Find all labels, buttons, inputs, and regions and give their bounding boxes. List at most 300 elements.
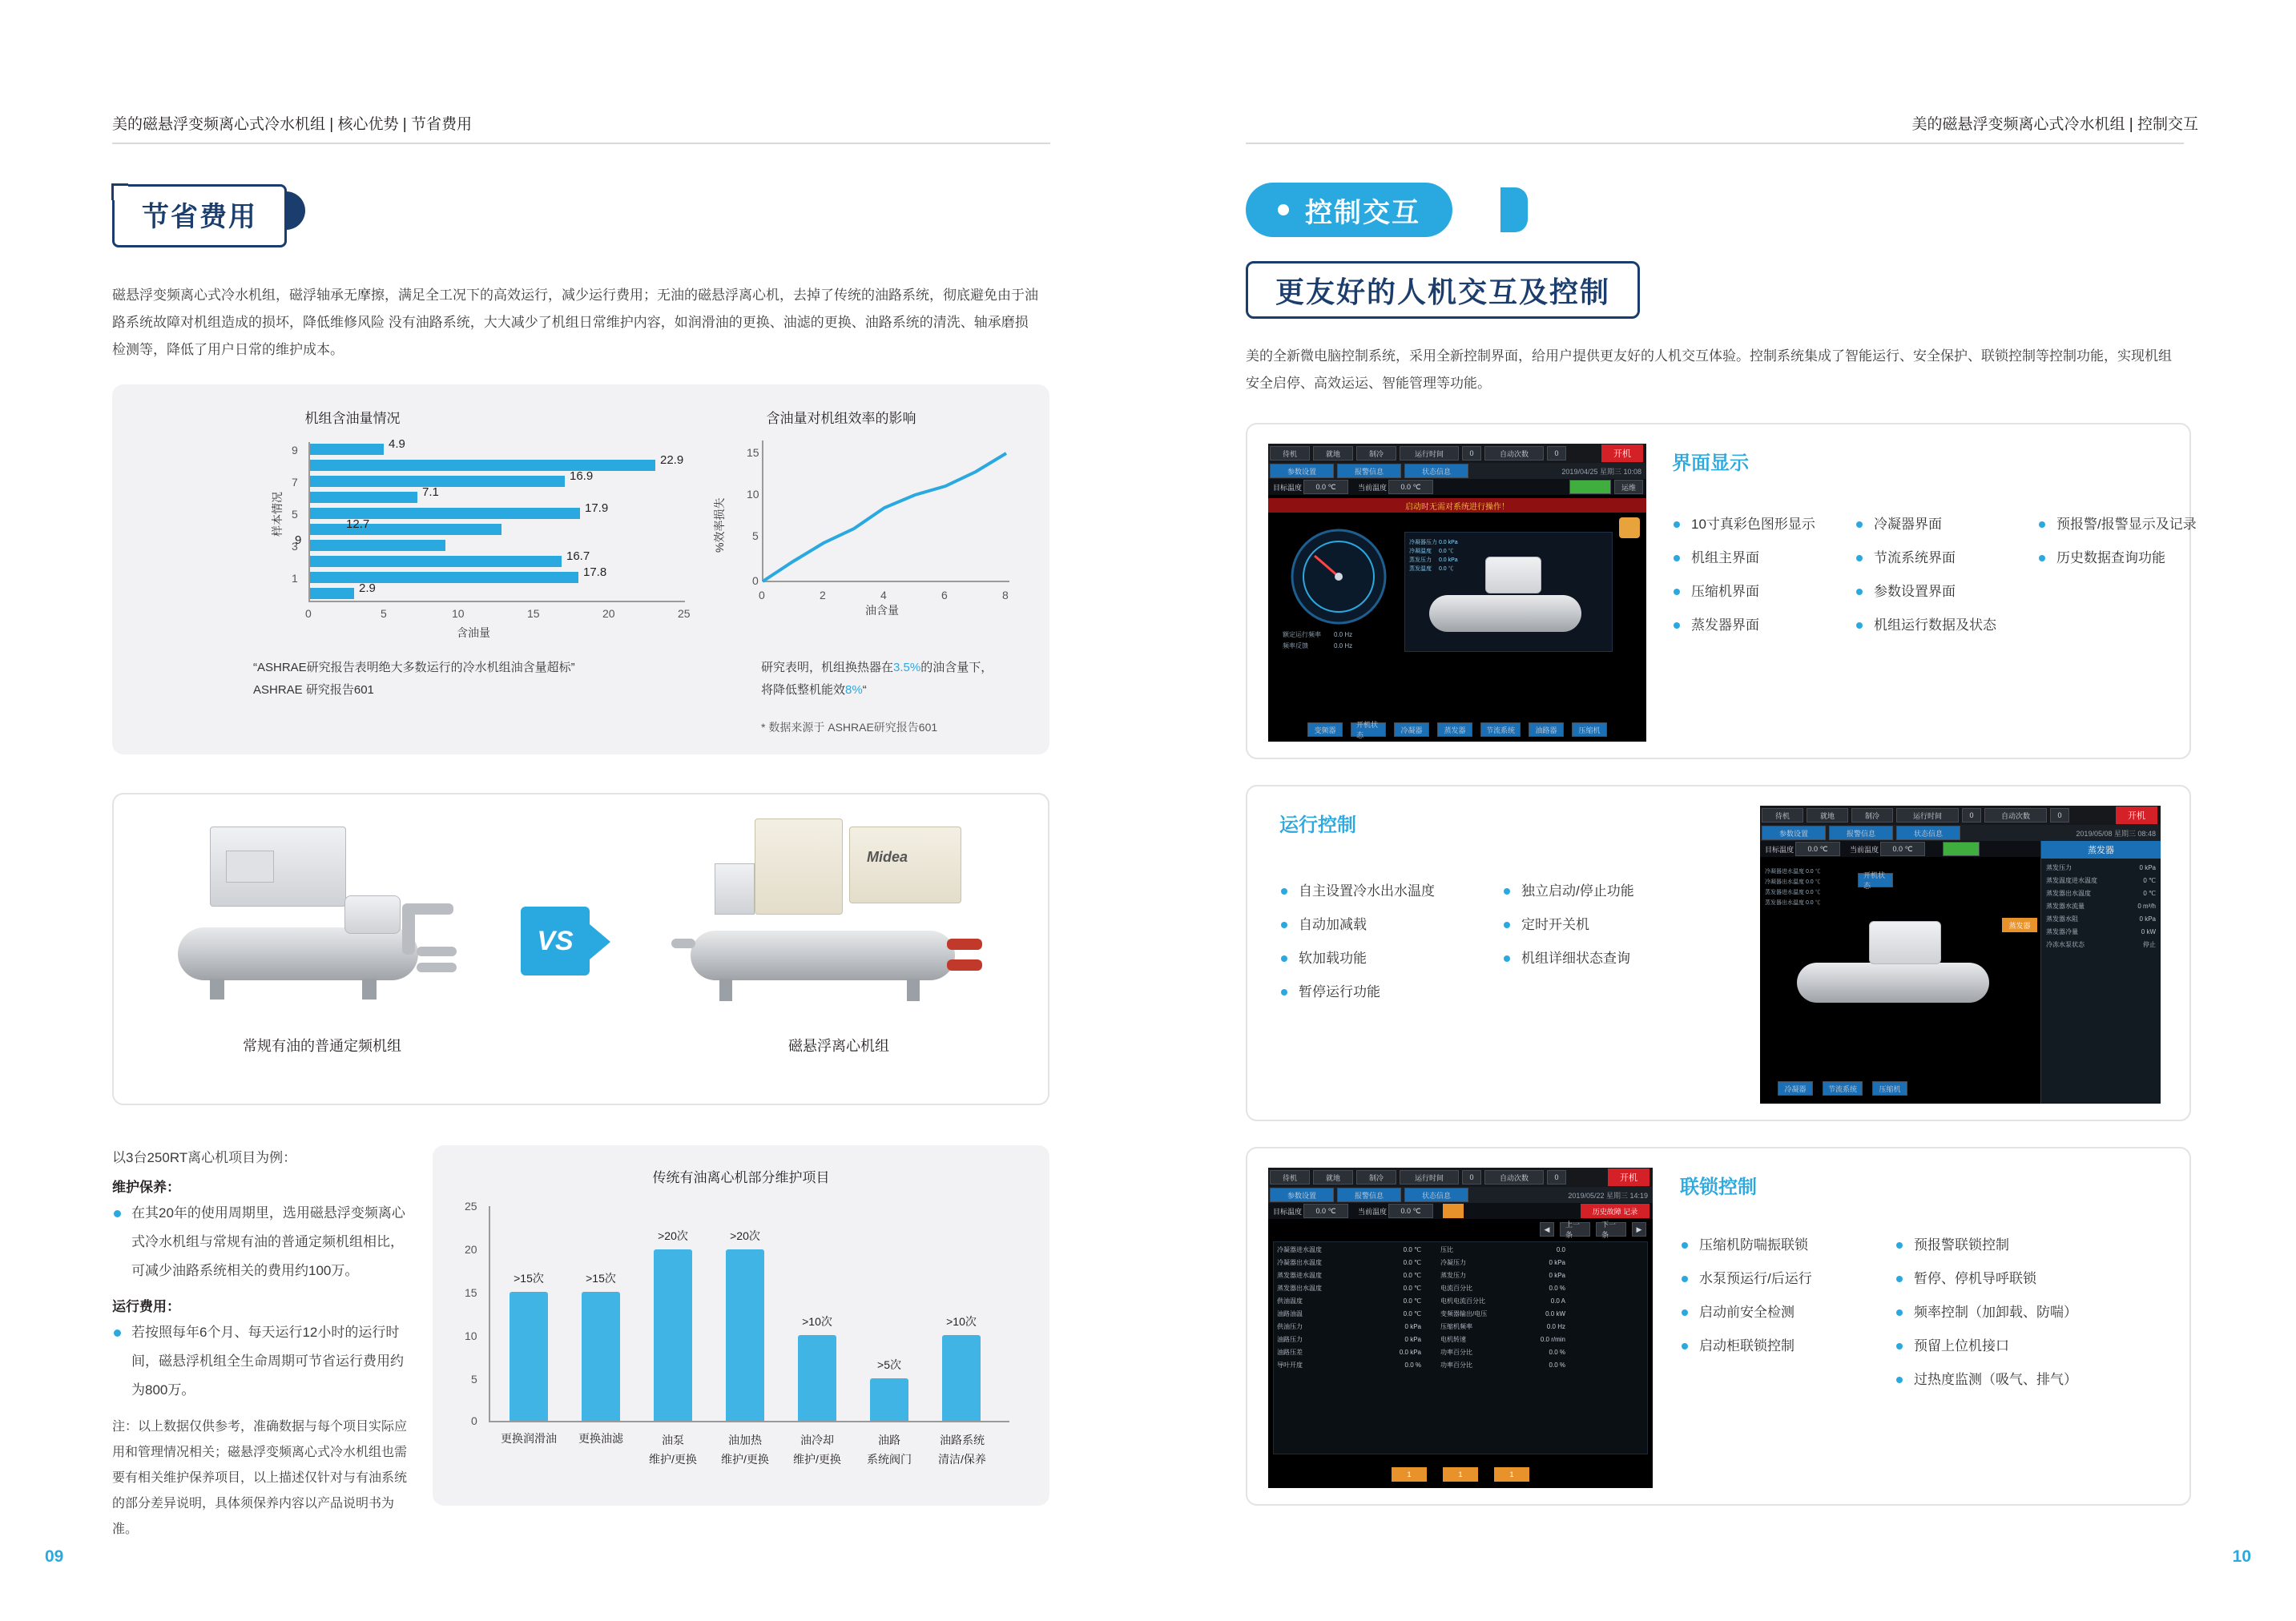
block2-item-6: 定时开关机 [1504, 908, 1696, 942]
section-pill-control [1246, 183, 1452, 237]
hmi3-nav-row [1538, 1222, 1648, 1237]
chart1-xtick-0: 0 [305, 607, 312, 620]
bar-label-17-9: 17.9 [585, 501, 609, 515]
hmi1-mode-tag: 运维 [1614, 480, 1643, 494]
hmi3-target-label: 目标温度 [1273, 1207, 1303, 1216]
hmi2-status-bar [1760, 806, 2161, 825]
magnetic-chiller-illustration [667, 819, 1011, 1011]
hmi3-r8-c1: 油路压力 [1277, 1336, 1303, 1343]
bar-17-8 [310, 572, 578, 583]
vbar-cat-7: 油路系统 清洁/保养 [938, 1434, 986, 1466]
shell-vessel [178, 927, 418, 980]
block1-item-10: 历史数据查询功能 [2039, 541, 2215, 575]
cost-maintenance-item: 在其20年的使用周期里，选用磁悬浮变频离心式冷水机组与常规有油的普通定频机组相比，可减少油路系统相关的费用约100万。 [112, 1199, 417, 1285]
hmi1-callout-2: 冷凝温度 0.0 ℃ [1409, 549, 1454, 554]
bar-16-7 [310, 556, 562, 567]
hmi2-target-value: 0.0 ℃ [1795, 842, 1840, 856]
bar-label-16-7: 16.7 [566, 549, 590, 563]
block2-item-5: 独立启动/停止功能 [1504, 875, 1696, 908]
hmi1-power-button[interactable]: 开机 [1601, 444, 1643, 462]
hmi1-target-label: 目标温度 [1273, 483, 1303, 492]
header-rule-left [112, 143, 1050, 144]
vs-badge [521, 907, 590, 975]
block1-item-8: 机组运行数据及状态 [1856, 609, 2016, 642]
block3-column-2 [1896, 1229, 2161, 1397]
brand-label: Midea [867, 849, 908, 865]
tag-notch-decoration [284, 191, 305, 230]
hmi2-menu-alarm[interactable]: 报警信息 [1829, 826, 1893, 840]
hmi2-btn-compressor[interactable]: 压缩机 [1872, 1081, 1907, 1096]
hmi1-btn-state[interactable]: 开机状态 [1351, 722, 1386, 737]
control-cabinet [755, 819, 843, 915]
hmi2-tag-evaporator[interactable]: 蒸发器 [2002, 918, 2037, 932]
hmi2-param-4: 蒸发器出水温度 0.0 ℃ [1765, 900, 1821, 906]
hmi2-status-autocount: 自动次数 [1984, 808, 2047, 823]
caption-conventional: 常规有油的普通定频机组 [243, 1038, 401, 1054]
hmi2-row-5-label: 蒸发器水阻 [2046, 915, 2078, 923]
subsection-title-box [1246, 261, 1640, 319]
vbar-cat-3: 油泵 维护/更换 [649, 1434, 697, 1466]
cost-lead: 以3台250RT离心机项目为例： [112, 1150, 297, 1165]
hmi1-button-row [1268, 722, 1646, 737]
block1-item-7: 参数设置界面 [1856, 575, 2016, 609]
note2-pct2: 8% [845, 683, 863, 697]
svg-text:4: 4 [880, 589, 887, 601]
block1-column-2 [1856, 508, 2016, 642]
charts-panel [112, 384, 1049, 754]
hmi2-btn-throttle[interactable]: 节流系统 [1823, 1081, 1863, 1096]
note2-mid: 的油含量下， [920, 661, 993, 674]
evaporator-shell [691, 931, 955, 980]
hmi2-param-2: 冷凝器出水温度 0.0 ℃ [1765, 879, 1821, 885]
pipe-left-1 [671, 939, 695, 948]
block1-item-5: 冷凝器界面 [1856, 508, 2016, 541]
hmi1-btn-evaporator[interactable]: 蒸发器 [1437, 722, 1472, 737]
note2-pct1: 3.5% [893, 661, 921, 674]
block-operation-control [1246, 785, 2191, 1121]
hmi1-btn-throttle[interactable]: 节流系统 [1480, 722, 1521, 737]
pipe-red-1 [947, 939, 982, 950]
note2-end: “ [862, 683, 867, 697]
leg-left [210, 979, 224, 1000]
vbar-5 [798, 1335, 836, 1421]
pipe-outlet-1 [417, 947, 457, 956]
block2-item-7: 机组详细状态查询 [1504, 942, 1696, 975]
hmi1-callouts [1409, 538, 1473, 573]
hmi1-callout-4: 蒸发温度 0.0 ℃ [1409, 566, 1454, 572]
cost-text-block [112, 1145, 417, 1543]
hmi1-callout-3: 蒸发压力 0.0 kPa [1409, 557, 1458, 563]
hmi3-nav-prev-icon[interactable]: ◀ [1540, 1222, 1554, 1237]
subsection-title: 更友好的人机交互及控制 [1275, 275, 1611, 308]
hmi3-menu-settings[interactable]: 参数设置 [1270, 1188, 1334, 1202]
hmi1-shell [1429, 595, 1581, 632]
chart2-note-line1 [761, 657, 1082, 679]
block1-item-9: 预报警/报警显示及记录 [2039, 508, 2215, 541]
hmi3-r6-c3: 变频器输出/电压 [1440, 1310, 1488, 1317]
hmi3-footer-btn-2[interactable]: 1 [1443, 1467, 1478, 1482]
block2-column-2 [1504, 875, 1696, 975]
hmi1-btn-compressor[interactable]: 压缩机 [1572, 722, 1607, 737]
hmi2-power-button[interactable]: 开机 [2116, 806, 2157, 824]
bar-label-17-8: 17.8 [583, 565, 607, 579]
bar-7-1 [310, 492, 417, 503]
hmi2-status-runtime: 运行时间 [1896, 808, 1959, 823]
chart1-x-axis [308, 601, 685, 602]
hmi2-machine-graphic [1781, 894, 2021, 1022]
lock-icon[interactable] [1619, 517, 1640, 538]
vs-label: VS [537, 925, 574, 956]
hmi3-r10-c2: 0.0 % [1404, 1362, 1421, 1369]
hmi2-datetime: 2019/05/08 星期三 08:48 [2076, 829, 2156, 838]
hmi3-r9-c2: 0.0 kPa [1399, 1349, 1421, 1356]
hmi3-current-value: 0.0 ℃ [1388, 1204, 1433, 1218]
hmi2-tag-state[interactable]: 开机状态 [1858, 873, 1893, 887]
intro-paragraph: 磁悬浮变频离心式冷水机组，磁浮轴承无摩擦，满足全工况下的高效运行，减少运行费用；无油的磁悬浮离心机，去掉了传统的油路系统，彻底避免由于油路系统故障对机组造成的损坏，降低维修风险 没有油路系统，大大减少了机组日常维护内容，如润滑油的更换、油滤的更换、油路系统的清洗、轴承磨损检测等，降低了用户日常的维护成本。 [112, 288, 1038, 357]
hmi1-menu-status[interactable]: 状态信息 [1404, 464, 1468, 478]
block1-column-3 [2039, 508, 2215, 575]
hmi3-r4-c1: 蒸发器出水温度 [1277, 1285, 1322, 1292]
hmi1-status-runtime: 运行时间 [1400, 446, 1459, 461]
chart2-plot [673, 432, 1025, 617]
vbar-3 [654, 1249, 692, 1421]
hmi3-power-button[interactable]: 开机 [1608, 1168, 1649, 1186]
hmi2-row-6-label: 蒸发器冷量 [2046, 928, 2078, 935]
hmi3-r2-c1: 冷凝器出水温度 [1277, 1259, 1322, 1266]
pipe-horizontal [402, 903, 453, 915]
hmi2-compressor [1869, 921, 1941, 964]
vs-arrow-icon [590, 924, 610, 959]
hmi3-status-runtime: 运行时间 [1400, 1170, 1459, 1185]
hmi2-row-5 [2046, 913, 2156, 926]
pill-tail-decoration [1500, 187, 1528, 232]
motor-box [715, 863, 755, 915]
hmi1-menu-settings[interactable]: 参数设置 [1270, 464, 1334, 478]
hmi3-r8-c3: 电机转速 [1440, 1336, 1466, 1343]
vbar-label-1: >15次 [514, 1272, 544, 1285]
hmi3-history-button[interactable]: 历史故障 记录 [1581, 1204, 1649, 1218]
hmi2-menu-settings[interactable]: 参数设置 [1762, 826, 1826, 840]
block3-item-3: 启动前安全检测 [1682, 1296, 1866, 1329]
hmi3-r7-c2: 0 kPa [1404, 1323, 1421, 1330]
hmi3-table-row-9 [1277, 1346, 1644, 1359]
hmi2-row-6 [2046, 926, 2156, 939]
vbar-label-2: >15次 [586, 1272, 616, 1285]
chart3-ytick-15: 15 [465, 1286, 477, 1299]
hmi1-btn-vfd[interactable]: 变频器 [1307, 722, 1343, 737]
chart1-xlabel: 含油量 [457, 626, 490, 639]
hmi1-temp-bar [1268, 479, 1646, 495]
hmi3-r1-c3: 压比 [1440, 1246, 1453, 1253]
chart3-ytick-25: 25 [465, 1200, 477, 1213]
caption-magnetic: 磁悬浮离心机组 [788, 1038, 889, 1054]
hmi1-status-bar [1268, 444, 1646, 463]
block1-item-1: 10寸真彩色图形显示 [1674, 508, 1834, 541]
hmi2-row-1 [2046, 862, 2156, 875]
hmi2-panel-rows [2041, 859, 2161, 955]
cost-footnote: 注：以上数据仅供参考，准确数据与每个项目实际应用和管理情况相关；磁悬浮变频离心式冷水机组也需要有相关维护保养项目，以上描述仅针对与有油系统的部分差异说明，具体须保养内容以产品说明书为准。 [112, 1420, 408, 1536]
hmi1-status-local: 就地 [1313, 446, 1353, 461]
hmi3-r6-c4: 0.0 kW [1545, 1310, 1565, 1317]
vbar-1 [510, 1292, 548, 1421]
chart1-note-line2: ASHRAE 研究报告601 [253, 683, 374, 697]
hmi3-autocount-value: 0 [1547, 1170, 1566, 1185]
block3-item-1: 压缩机防喘振联锁 [1682, 1229, 1866, 1262]
hmi3-r4-c2: 0.0 ℃ [1403, 1285, 1421, 1292]
hmi3-menu-alarm[interactable]: 报警信息 [1337, 1188, 1401, 1202]
chart1-ytick-1: 1 [292, 572, 298, 585]
hmi1-compressor [1485, 557, 1541, 593]
chart2-title: 含油量对机组效率的影响 [766, 411, 916, 426]
hmi1-menu-alarm[interactable]: 报警信息 [1337, 464, 1401, 478]
hmi2-data-panel [2040, 841, 2161, 1104]
hmi3-table-row-7 [1277, 1321, 1644, 1333]
hmi3-data-table [1273, 1241, 1648, 1454]
leg-right [362, 979, 377, 1000]
hmi3-footer-buttons [1268, 1467, 1653, 1482]
block1-item-3: 压缩机界面 [1674, 575, 1834, 609]
hmi3-table-row-1 [1277, 1244, 1644, 1257]
hmi2-row-7 [2046, 939, 2156, 951]
hmi3-table-row-5 [1277, 1295, 1644, 1308]
cost-heading-operation: 运行费用： [112, 1299, 180, 1314]
hmi2-row-2-label: 蒸发温度进水温度 [2046, 877, 2097, 884]
hmi3-r5-c2: 0.0 ℃ [1403, 1297, 1421, 1305]
block3-title: 联锁控制 [1680, 1177, 1757, 1198]
hmi2-menu-status[interactable]: 状态信息 [1896, 826, 1960, 840]
bar-label-2-9: 2.9 [359, 581, 376, 595]
hmi1-menu-bar [1268, 463, 1646, 479]
hmi3-temp-bar [1268, 1203, 1653, 1219]
block1-item-2: 机组主界面 [1674, 541, 1834, 575]
chart1-ytick-7: 7 [292, 476, 298, 489]
bar-label-9: 9 [295, 533, 302, 547]
hmi3-r10-c4: 0.0 % [1549, 1362, 1565, 1369]
pipe-red-2 [947, 959, 982, 971]
hmi2-shell [1797, 963, 1989, 1003]
hmi2-button-row [1776, 1081, 1909, 1096]
hmi3-status-standby: 待机 [1270, 1170, 1310, 1185]
hmi2-row-4-value: 0 m³/h [2137, 903, 2156, 910]
hmi3-r10-c1: 导叶开度 [1277, 1362, 1303, 1369]
hmi3-r8-c4: 0.0 r/min [1540, 1336, 1565, 1343]
hmi3-r10-c3: 功率百分比 [1440, 1362, 1472, 1369]
hmi3-r8-c2: 0 kPa [1404, 1336, 1421, 1343]
hmi1-target-value: 0.0 ℃ [1303, 480, 1348, 494]
hmi3-alert-indicator [1443, 1204, 1464, 1218]
hmi3-r1-c1: 冷凝器进水温度 [1277, 1246, 1322, 1253]
block3-item-2: 水泵预运行/后运行 [1682, 1262, 1866, 1296]
chart2-note-line2 [761, 679, 1082, 702]
chart1-title: 机组含油量情况 [304, 411, 401, 426]
block1-item-6: 节流系统界面 [1856, 541, 2016, 575]
pill-dot-icon [1278, 204, 1289, 215]
hmi2-autocount-value: 0 [2050, 808, 2069, 823]
hmi3-r1-c2: 0.0 ℃ [1403, 1246, 1421, 1253]
hmi3-menu-bar [1268, 1187, 1653, 1203]
block3-item-6: 暂停、停机导呼联锁 [1896, 1262, 2161, 1296]
page-number-right: 10 [2232, 1547, 2251, 1566]
hmi3-r6-c2: 0.0 ℃ [1403, 1310, 1421, 1317]
svg-text:10: 10 [747, 488, 759, 501]
chart1-xtick-10: 10 [452, 607, 465, 620]
hmi1-gauge [1283, 524, 1395, 628]
chart1-ytick-3: 3 [292, 540, 298, 553]
hmi1-left-params [1283, 629, 1403, 652]
bar-label-12-7: 12.7 [346, 517, 370, 531]
vbar-4 [726, 1249, 764, 1421]
hmi3-r6-c1: 油路油温 [1277, 1310, 1303, 1317]
chart3-ytick-5: 5 [471, 1373, 477, 1386]
hmi1-callout-1: 冷凝器压力 0.0 kPa [1409, 540, 1458, 545]
chart1-xtick-20: 20 [602, 607, 615, 620]
hmi3-r7-c4: 0.0 Hz [1546, 1323, 1565, 1330]
chart1-plot [112, 384, 691, 639]
note2-pre: 研究表明，机组换热器在 [761, 661, 894, 674]
leg-a [719, 979, 732, 1001]
pipe-outlet-2 [417, 963, 457, 972]
vbar-2 [582, 1292, 620, 1421]
right-page [1148, 0, 2296, 1621]
hmi1-runtime-value: 0 [1462, 446, 1481, 461]
vbar-label-6: >5次 [877, 1358, 901, 1371]
chart1-ytick-5: 5 [292, 508, 298, 521]
hmi3-table-row-2 [1277, 1257, 1644, 1269]
bar-label-16-9: 16.9 [570, 469, 594, 483]
hmi3-r5-c1: 供油温度 [1277, 1297, 1303, 1305]
hmi1-btn-condenser[interactable]: 冷凝器 [1394, 722, 1429, 737]
hmi1-autocount-value: 0 [1547, 446, 1566, 461]
hmi-screenshot-1 [1268, 444, 1646, 742]
hmi1-mode-indicator [1569, 480, 1611, 494]
hmi3-r5-c3: 电机电流百分比 [1440, 1297, 1485, 1305]
hmi2-panel-title: 蒸发器 [2041, 841, 2161, 859]
vbar-label-5: >10次 [802, 1315, 832, 1328]
hmi3-r1-c4: 0.0 [1556, 1246, 1565, 1253]
chart1-ylabel: 样本情况 [271, 492, 284, 537]
section-tag-label: 节省费用 [142, 202, 257, 232]
chart2-note [761, 657, 1082, 738]
vbar-label-4: >20次 [730, 1229, 760, 1242]
svg-text:15: 15 [747, 446, 759, 459]
hmi2-row-5-value: 0 kPa [2139, 915, 2156, 923]
hmi3-menu-status[interactable]: 状态信息 [1404, 1188, 1468, 1202]
hmi3-status-local: 就地 [1313, 1170, 1353, 1185]
section-tag-saving [112, 184, 287, 247]
hmi2-target-label: 目标温度 [1765, 845, 1795, 854]
chart1-xtick-25: 25 [678, 607, 691, 620]
vbar-7 [942, 1335, 981, 1421]
chart1-note [253, 657, 606, 702]
hmi2-row-2 [2046, 875, 2156, 887]
block3-item-9: 过热度监测（吸气、排气） [1896, 1363, 2161, 1397]
hmi3-nav-prev[interactable]: 上一条 [1560, 1222, 1590, 1237]
bar-label-7-1: 7.1 [422, 485, 439, 499]
vbar-label-3: >20次 [658, 1229, 688, 1242]
hmi3-r5-c4: 0.0 A [1550, 1297, 1565, 1305]
svg-text:2: 2 [820, 589, 826, 601]
bar-4-9 [310, 444, 384, 455]
hmi2-status-local: 就地 [1807, 808, 1848, 823]
chart3-title: 传统有油离心机部分维护项目 [652, 1170, 830, 1185]
vbar-cat-1: 更换润滑油 [501, 1432, 557, 1445]
hmi2-current-label: 当前温度 [1850, 845, 1879, 854]
hmi3-footer-btn-3[interactable]: 1 [1494, 1467, 1529, 1482]
chart3-y-axis [489, 1206, 490, 1421]
hmi1-status-standby: 待机 [1270, 446, 1310, 461]
chart1-xtick-15: 15 [527, 607, 540, 620]
vbar-cat-4: 油加热 维护/更换 [721, 1434, 769, 1466]
chart3-ytick-0: 0 [471, 1414, 477, 1427]
hmi3-r3-c2: 0.0 ℃ [1403, 1272, 1421, 1279]
page-number-left: 09 [45, 1547, 64, 1566]
hmi2-row-4 [2046, 900, 2156, 913]
chart2-ylabel: %效率损失 [713, 497, 726, 553]
block2-item-4: 暂停运行功能 [1281, 975, 1481, 1009]
hmi2-mode-indicator [1943, 842, 1980, 856]
hmi3-r9-c3: 功率百分比 [1440, 1349, 1472, 1356]
hmi1-btn-oil[interactable]: 油路器 [1529, 722, 1564, 737]
block1-title: 界面显示 [1672, 453, 1749, 474]
hmi2-param-1: 冷凝器进水温度 0.0 ℃ [1765, 869, 1821, 875]
block2-item-2: 自动加减载 [1281, 908, 1481, 942]
block3-column-1 [1682, 1229, 1866, 1363]
hmi1-param-2: 频率反馈 0.0 Hz [1283, 642, 1353, 650]
pill-label: 控制交互 [1305, 197, 1420, 228]
note2-pre2: 将降低整机能效 [761, 683, 846, 697]
hmi1-current-label: 当前温度 [1358, 483, 1388, 492]
hmi1-status-cooling: 制冷 [1356, 446, 1396, 461]
cost-maintenance-list [112, 1199, 417, 1285]
hmi3-nav-next[interactable]: 下一条 [1596, 1222, 1626, 1237]
bar-9 [310, 540, 445, 551]
hmi2-row-4-label: 蒸发器水流量 [2046, 903, 2085, 910]
vbar-6 [870, 1378, 908, 1421]
hmi3-table-row-3 [1277, 1269, 1644, 1282]
hmi2-row-1-label: 蒸发压力 [2046, 864, 2072, 871]
hmi3-status-bar [1268, 1168, 1653, 1187]
hmi2-row-3-label: 蒸发器出水温度 [2046, 890, 2091, 897]
hmi3-nav-next-icon[interactable]: ▶ [1632, 1222, 1646, 1237]
block2-title: 运行控制 [1279, 815, 1356, 836]
hmi2-btn-condenser[interactable]: 冷凝器 [1778, 1081, 1813, 1096]
header-rule-right [1246, 143, 2184, 144]
block-interlock-control [1246, 1147, 2191, 1506]
svg-text:6: 6 [941, 589, 948, 601]
hmi3-table-row-4 [1277, 1282, 1644, 1295]
hmi-screenshot-2 [1760, 806, 2161, 1104]
svg-text:0: 0 [759, 589, 765, 601]
hmi-screenshot-3 [1268, 1168, 1653, 1488]
hmi1-current-value: 0.0 ℃ [1388, 480, 1433, 494]
bar-22-9 [310, 460, 655, 471]
svg-text:8: 8 [1002, 589, 1009, 601]
hmi3-r2-c3: 冷凝压力 [1440, 1259, 1466, 1266]
page-header-left: 美的磁悬浮变频离心式冷水机组 | 核心优势 | 节省费用 [112, 116, 472, 133]
hmi2-status-cooling: 制冷 [1851, 808, 1893, 823]
hmi2-param-3: 蒸发器进水温度 0.0 ℃ [1765, 890, 1821, 895]
hmi1-datetime: 2019/04/25 星期三 10:08 [1561, 467, 1641, 476]
block3-item-4: 启动柜联锁控制 [1682, 1329, 1866, 1363]
right-intro-paragraph: 美的全新微电脑控制系统，采用全新控制界面，给用户提供更友好的人机交互体验。控制系统集成了智能运行、安全保护、联锁控制等控制功能，实现机组安全启停、高效运运、智能管理等功能。 [1246, 348, 2172, 391]
hmi3-current-label: 当前温度 [1358, 1207, 1388, 1216]
hmi1-param-1: 额定运行频率 0.0 Hz [1283, 631, 1353, 638]
hmi3-footer-btn-1[interactable]: 1 [1392, 1467, 1427, 1482]
svg-text:5: 5 [752, 529, 759, 542]
bar-label-4-9: 4.9 [389, 437, 405, 451]
chart1-ytick-9: 9 [292, 444, 298, 457]
block2-column-1 [1281, 875, 1481, 1009]
